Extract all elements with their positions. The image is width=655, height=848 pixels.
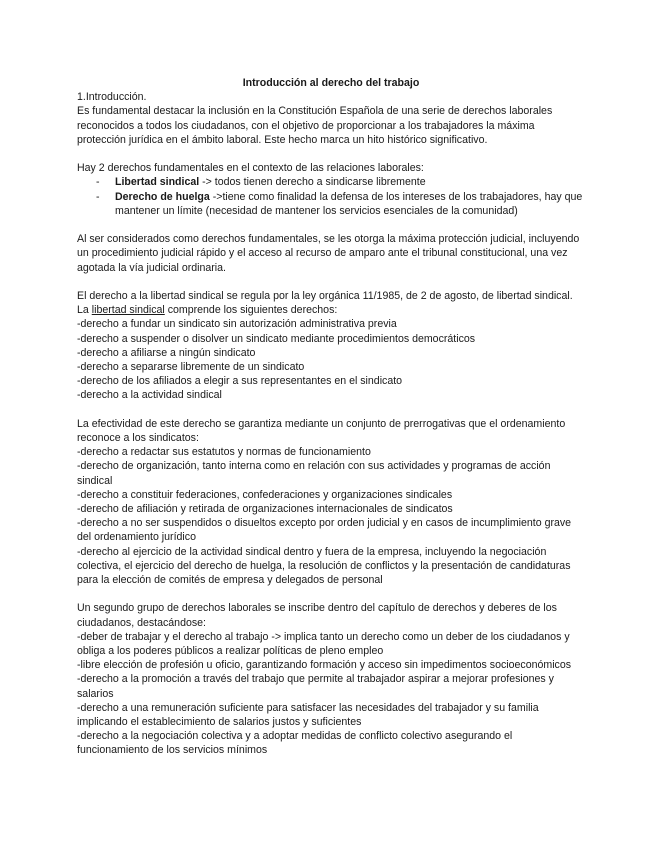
list-item: -derecho a la negociación colectiva y a adoptar medidas de conflicto colectivo asegurando el funcionamiento de los servicios mínimos — [77, 730, 513, 757]
effectiveness-paragraph: La efectividad de este derecho se garantiza mediante un conjunto de prerrogativas que el ordenamiento reconoce a los sindicatos: — [77, 417, 566, 445]
spacer — [77, 587, 585, 601]
list-item: -derecho a constituir federaciones, confederaciones y organizaciones sindicales — [77, 488, 453, 501]
list-item: -libre elección de profesión u oficio, garantizando formación y acceso sin impedimentos socioeconómicos — [77, 659, 572, 672]
libertad-sindical-paragraph — [77, 289, 585, 317]
spacer — [77, 275, 585, 289]
fundamental-right-item — [77, 175, 585, 189]
right-description: -> todos tienen derecho a sindicarse libremente — [199, 176, 426, 189]
list-item: -derecho a afiliarse a ningún sindicato — [77, 346, 256, 359]
list-item: -derecho a fundar un sindicato sin autorización administrativa previa — [77, 318, 397, 331]
protection-paragraph: Al ser considerados como derechos fundamentales, se les otorga la máxima protección judicial, incluyendo un procedimiento judicial rápido y el acceso al recurso de amparo ante el tribunal constitucional, una vez agotada la vía judicial ordinaria. — [77, 233, 580, 274]
list-item: -derecho a una remuneración suficiente para satisfacer las necesidades del trabajador y su familia implicando el establecimiento de salarios justos y suficientes — [77, 701, 539, 729]
list-item: -deber de trabajar y el derecho al trabajo -> implica tanto un derecho como un deber de los ciudadanos y obliga a los poderes públicos a realizar políticas de pleno empleo — [77, 630, 570, 658]
list-item: -derecho a redactar sus estatutos y normas de funcionamiento — [77, 446, 371, 459]
right-term: Libertad sindical — [115, 176, 200, 189]
right-description: ->tiene como finalidad la defensa de los intereses de los trabajadores, hay que mantener un límite (necesidad de mantener los servicios esenciales de la comunidad) — [115, 190, 583, 217]
list-item: -derecho al ejercicio de la actividad sindical dentro y fuera de la empresa, incluyendo la negociación colectiva, el ejercicio del derecho de huelga, la resolución de conflictos y la presentación de candidaturas para la elección de comités de empresa y delegados de personal — [77, 545, 571, 587]
intro-paragraph: Es fundamental destacar la inclusión en la Constitución Española de una serie de derechos laborales reconocidos a todos los ciudadanos, con el objetivo de proporcionar a los trabajadores la máxima protección jurídica en el ámbito laboral. Este hecho marca un hito histórico significativo. — [77, 105, 553, 146]
list-item: -derecho a separarse libremente de un sindicato — [77, 361, 305, 374]
right-term: Derecho de huelga — [115, 190, 210, 203]
list-item: -derecho de afiliación y retirada de organizaciones internacionales de sindicatos — [77, 503, 453, 516]
list-item: -derecho a la actividad sindical — [77, 389, 222, 402]
spacer — [77, 147, 585, 161]
list-item: -derecho de los afiliados a elegir a sus representantes en el sindicato — [77, 375, 403, 388]
document-title: Introducción al derecho del trabajo — [242, 77, 420, 89]
section-heading: 1.Introducción. — [77, 91, 147, 104]
bullet-dash: - — [96, 176, 100, 189]
list-item: -derecho de organización, tanto interna como en relación con sus actividades y programas de acción sindical — [77, 460, 551, 487]
ls-text-end: comprende los siguientes derechos: — [164, 304, 338, 317]
ls-underlined-term: libertad sindical — [91, 304, 165, 317]
bullet-dash: - — [96, 190, 100, 203]
list-item: -derecho a la promoción a través del trabajo que permite al trabajador aspirar a mejorar profesiones y salarios — [77, 673, 554, 700]
fundamental-rights-intro: Hay 2 derechos fundamentales en el contexto de las relaciones laborales: — [77, 162, 424, 175]
list-item: -derecho a suspender o disolver un sindicato mediante procedimientos democráticos — [77, 332, 476, 345]
second-group-paragraph: Un segundo grupo de derechos laborales se inscribe dentro del capítulo de derechos y deberes de los ciudadanos, destacándose: — [77, 602, 557, 629]
ls-text-start: El derecho a la libertad sindical se regula por la ley orgánica 11/1985, de 2 de agosto, de libertad sindical. La — [77, 290, 573, 317]
list-item: -derecho a no ser suspendidos o disueltos excepto por orden judicial y en casos de incumplimiento grave del ordenamiento jurídico — [77, 517, 572, 544]
spacer — [77, 218, 585, 232]
spacer — [77, 403, 585, 417]
fundamental-right-item — [77, 190, 585, 218]
